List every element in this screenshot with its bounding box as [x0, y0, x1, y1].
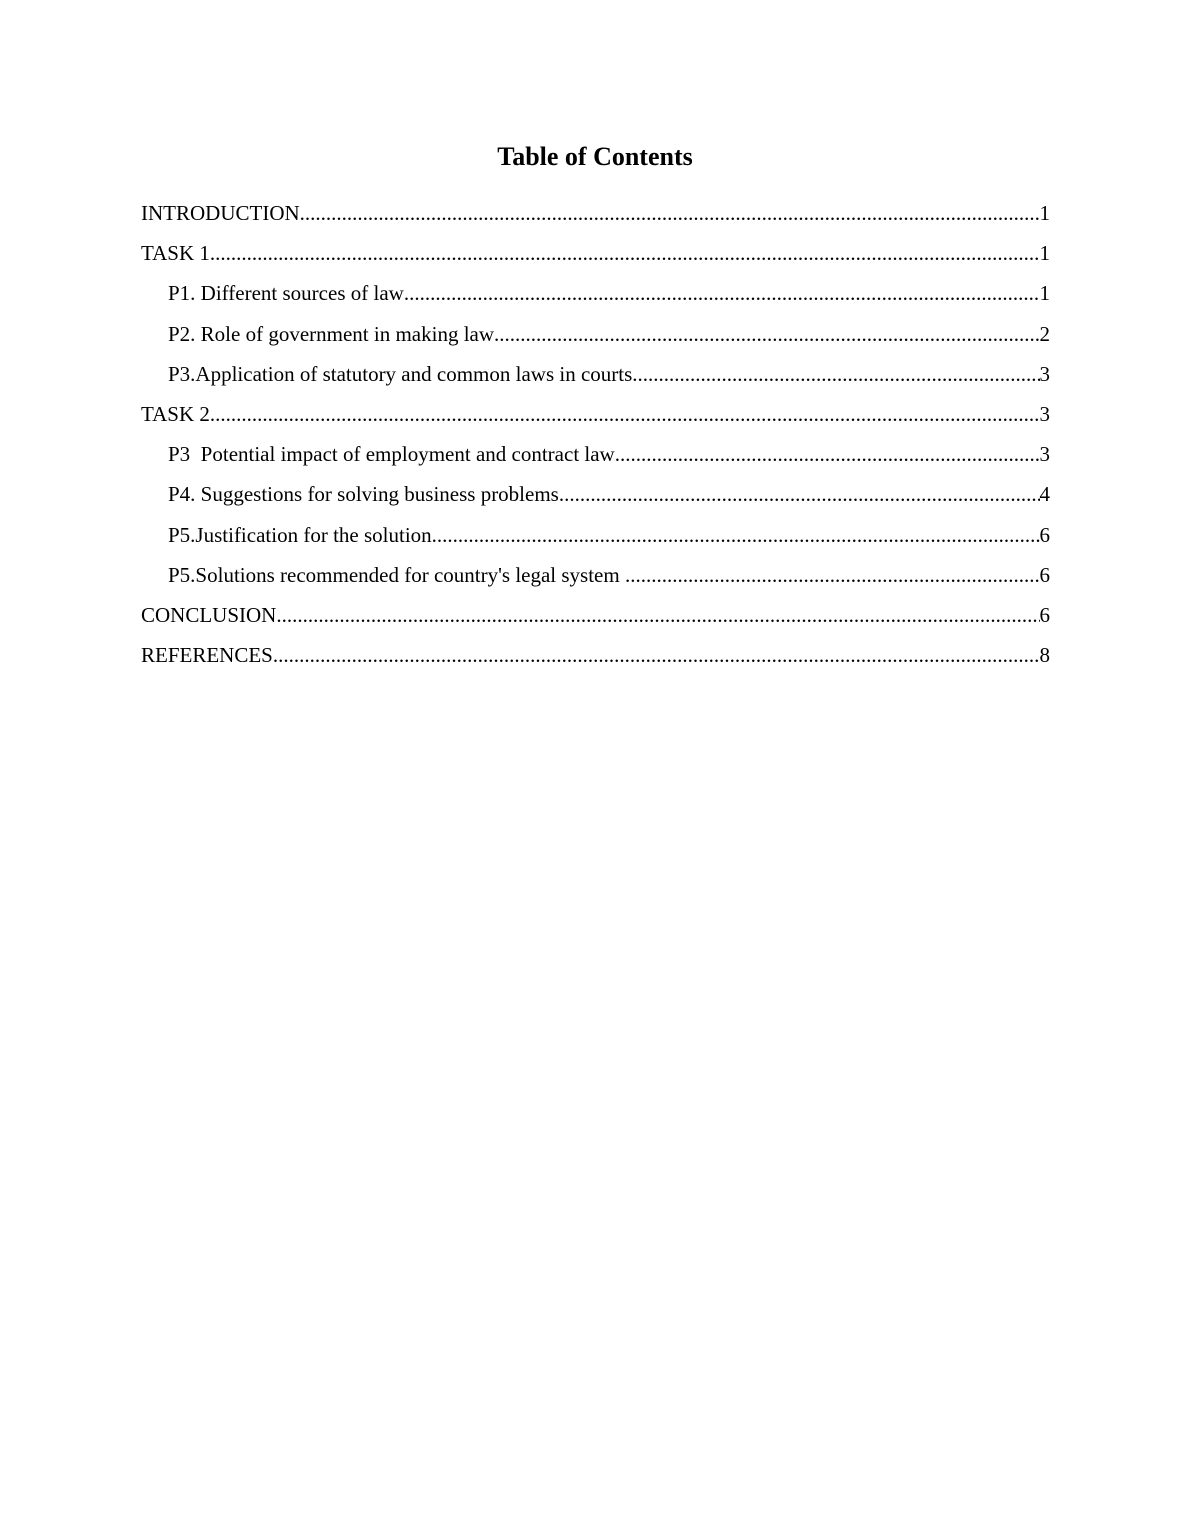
toc-entry-p5-justification[interactable]	[141, 520, 1050, 560]
toc-page-number: 8	[1039, 643, 1050, 668]
toc-dot-leader	[300, 198, 1040, 228]
toc-entry-p1[interactable]	[141, 278, 1050, 318]
toc-entry-references[interactable]	[141, 640, 1050, 680]
toc-page-number: 1	[1039, 201, 1050, 225]
toc-page-number: 2	[1039, 321, 1050, 346]
toc-page-number: 1	[1039, 241, 1050, 266]
toc-page-number: 4	[1039, 482, 1050, 507]
toc-entry-text: TASK 1	[141, 241, 210, 266]
toc-page-number: 6	[1039, 522, 1050, 547]
toc-dot-leader	[276, 600, 1039, 630]
toc-page-number: 3	[1039, 442, 1050, 467]
toc-dot-leader	[273, 640, 1040, 670]
toc-page-number: 1	[1039, 281, 1050, 306]
toc-entry-p3-impact[interactable]	[141, 439, 1050, 479]
toc-entry-p5-solutions[interactable]	[141, 560, 1050, 600]
toc-entry-task-2[interactable]	[141, 399, 1050, 439]
toc-dot-leader	[210, 238, 1040, 268]
toc-dot-leader	[632, 359, 1039, 389]
toc-dot-leader	[404, 278, 1040, 308]
toc-entry-p2[interactable]	[141, 319, 1050, 359]
toc-entry-text: INTRODUCTION	[141, 201, 300, 225]
toc-dot-leader	[494, 319, 1039, 349]
toc-entry-text: P3 Potential impact of employment and contract law	[168, 442, 615, 467]
toc-entry-text: P1. Different sources of law	[168, 281, 404, 306]
toc-entry-text: P5.Solutions recommended for country's legal system	[168, 562, 625, 587]
toc-entry-text: P3.Application of statutory and common laws in courts	[168, 361, 633, 386]
toc-entry-text: P4. Suggestions for solving business problems	[168, 482, 559, 507]
toc-dot-leader	[210, 399, 1040, 429]
toc-list	[141, 198, 1050, 680]
toc-dot-leader	[559, 479, 1040, 509]
toc-entry-p4[interactable]	[141, 479, 1050, 519]
toc-entry-text: CONCLUSION	[141, 602, 277, 627]
toc-entry-conclusion[interactable]	[141, 600, 1050, 640]
toc-entry-text: P5.Justification for the solution	[168, 522, 432, 547]
toc-entry-task-1[interactable]	[141, 238, 1050, 278]
toc-title: Table of Contents	[497, 142, 693, 171]
toc-entry-text: P2. Role of government in making law	[168, 321, 495, 346]
toc-dot-leader	[625, 560, 1040, 590]
toc-entry-text: REFERENCES	[141, 643, 273, 668]
toc-entry-introduction[interactable]	[141, 198, 1050, 238]
toc-page-number: 3	[1039, 401, 1050, 426]
toc-dot-leader	[615, 439, 1040, 469]
toc-entry-p3-application[interactable]	[141, 359, 1050, 399]
toc-entry-text: TASK 2	[141, 401, 210, 426]
toc-page-number: 6	[1039, 562, 1050, 587]
toc-page-number: 3	[1039, 361, 1050, 386]
toc-dot-leader	[432, 520, 1040, 550]
toc-page-number: 6	[1039, 602, 1050, 627]
